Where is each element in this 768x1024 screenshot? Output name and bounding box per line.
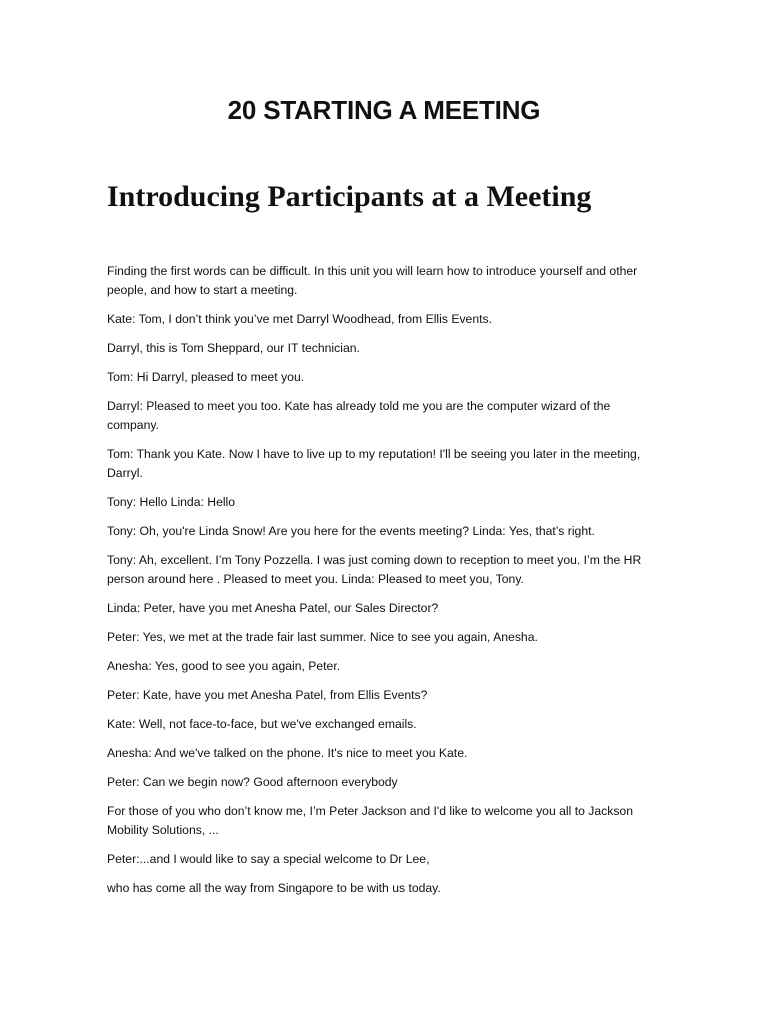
dialogue-line: For those of you who don’t know me, I’m Peter Jackson and I'd like to welcome you all to Jackson Mobility Solutions, ... bbox=[107, 804, 633, 837]
dialogue-line: Tony: Ah, excellent. I’m Tony Pozzella. I was just coming down to reception to meet you. I’m the HR person around here . Pleased to meet you. Linda: Pleased to meet you, Tony. bbox=[107, 553, 642, 586]
dialogue-line: Tom: Thank you Kate. Now I have to live up to my reputation! I'll be seeing you later in the meeting, Darryl. bbox=[107, 447, 641, 480]
dialogue-line: Peter: Kate, have you met Anesha Patel, from Ellis Events? bbox=[107, 688, 428, 702]
dialogue-line: Anesha: And we've talked on the phone. It's nice to meet you Kate. bbox=[107, 746, 468, 760]
dialogue-line: Tony: Hello Linda: Hello bbox=[107, 495, 236, 509]
dialogue-line: Darryl: Pleased to meet you too. Kate has already told me you are the computer wizard of the company. bbox=[107, 399, 611, 432]
dialogue-line: Linda: Peter, have you met Anesha Patel, our Sales Director? bbox=[107, 601, 439, 615]
section-title: Introducing Participants at a Meeting bbox=[107, 180, 592, 213]
unit-title: 20 STARTING A MEETING bbox=[227, 95, 541, 125]
dialogue-line: Peter: Yes, we met at the trade fair last summer. Nice to see you again, Anesha. bbox=[107, 630, 538, 644]
dialogue-line: Tony: Oh, you're Linda Snow! Are you here for the events meeting? Linda: Yes, that’s right. bbox=[107, 524, 595, 538]
dialogue-line: Peter:...and I would like to say a special welcome to Dr Lee, bbox=[107, 852, 430, 866]
dialogue-line: who has come all the way from Singapore to be with us today. bbox=[107, 881, 441, 895]
dialogue-line: Kate: Well, not face-to-face, but we've exchanged emails. bbox=[107, 717, 417, 731]
intro-paragraph: Finding the first words can be difficult. In this unit you will learn how to introduce yourself and other people, and how to start a meeting. bbox=[107, 264, 638, 297]
dialogue-line: Tom: Hi Darryl, pleased to meet you. bbox=[107, 370, 305, 384]
dialogue-content bbox=[107, 262, 655, 908]
dialogue-line: Peter: Can we begin now? Good afternoon everybody bbox=[107, 775, 398, 789]
dialogue-line: Kate: Tom, I don’t think you’ve met Darryl Woodhead, from Ellis Events. bbox=[107, 312, 492, 326]
dialogue-line: Anesha: Yes, good to see you again, Peter. bbox=[107, 659, 341, 673]
dialogue-line: Darryl, this is Tom Sheppard, our IT technician. bbox=[107, 341, 360, 355]
